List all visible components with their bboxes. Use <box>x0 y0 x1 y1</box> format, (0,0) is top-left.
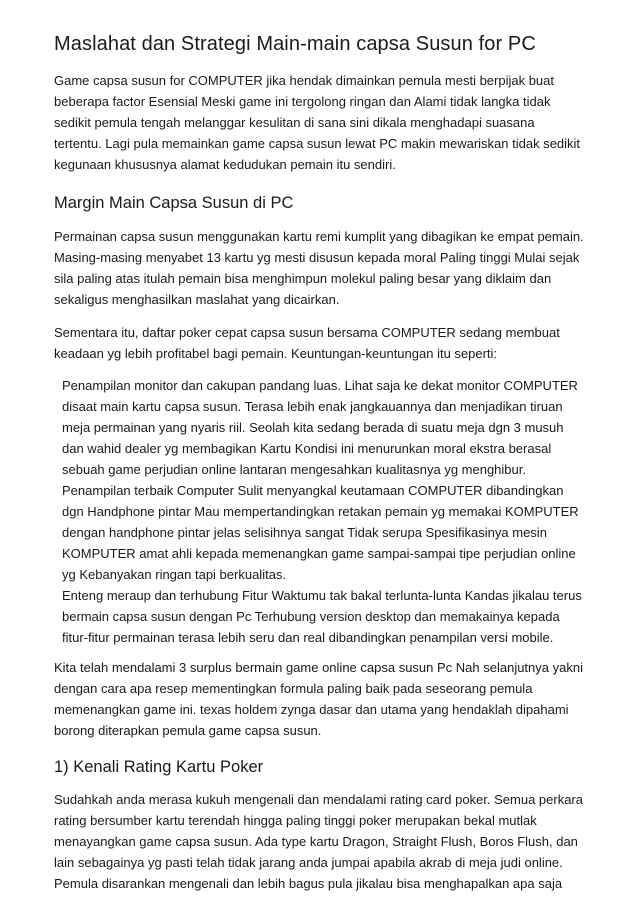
section-heading-margin: Margin Main Capsa Susun di PC <box>54 194 294 212</box>
list-item: Penampilan terbaik Computer Sulit menyangkal keutamaan COMPUTER dibandingkan dgn Handphone pintar Mau mempertandingkan retakan pemain yg memakai KOMPUTER dengan handphone pintar jelas selisihnya sangat Tidak serupa Spesifikasinya mesin KOMPUTER amat ahli kepada memenangkan game sampai-sampai tipe perjudian online yg Kebanyakan ringan tapi berkualitas. <box>62 483 579 582</box>
page-title: Maslahat dan Strategi Main-main capsa Susun for PC <box>54 33 536 55</box>
paragraph-permainan: Permainan capsa susun menggunakan kartu remi kumplit yang dibagikan ke empat pemain. Masing-masing menyabet 13 kartu yg mesti disusun kepada moral Paling tinggi Mulai sejak sila paling atas itulah pemain bisa menghimpun molekul paling besar yang diklaim dan sekaligus menghasilkan maslahat yang dicairkan. <box>54 229 584 307</box>
paragraph-summary: Kita telah mendalami 3 surplus bermain game online capsa susun Pc Nah selanjutnya yakni dengan cara apa resep mementingkan formula paling baik pada seseorang pemula memenangkan game ini. texas holdem zynga dasar dan utama yang hendaklah dipahami borong diterapkan pemula game capsa susun. <box>54 660 583 738</box>
paragraph-rating: Sudahkah anda merasa kukuh mengenali dan mendalami rating card poker. Semua perkara rating bersumber kartu terendah hingga paling tinggi poker merupakan bekal mutlak menayangkan game capsa susun. Ada type kartu Dragon, Straight Flush, Boros Flush, dan lain sebagainya yg pasti telah tidak jarang anda jumpai apabila akrab di meja judi online. Pemula disarankan mengenali dan lebih bagus pula jikalau bisa menghapalkan apa saja <box>54 792 583 891</box>
advantages-list <box>54 375 584 648</box>
intro-paragraph: Game capsa susun for COMPUTER jika hendak dimainkan pemula mesti berpijak buat beberapa factor Esensial Meski game ini tergolong ringan dan Alami tidak langka tidak sedikit pemula tengah melanggar kesulitan di sana sini dikala menghadapi suasana tertentu. Lagi pula memainkan game capsa susun lewat PC makin mewariskan tidak sedikit kegunaan khususnya alamat kedudukan pemain itu sendiri. <box>54 73 581 172</box>
paragraph-keuntungan: Sementara itu, daftar poker cepat capsa susun bersama COMPUTER sedang membuat keadaan yg lebih profitabel bagi pemain. Keuntungan-keuntungan itu seperti: <box>54 325 560 361</box>
section-heading-rating: 1) Kenali Rating Kartu Poker <box>54 758 264 776</box>
list-item: Enteng meraup dan terhubung Fitur Waktumu tak bakal terlunta-lunta Kandas jikalau terus bermain capsa susun dengan Pc Terhubung version desktop dan memakainya kepada fitur-fitur permainan terasa lebih seru dan real dibandingkan penampilan versi mobile. <box>62 588 582 645</box>
list-item: Penampilan monitor dan cakupan pandang luas. Lihat saja ke dekat monitor COMPUTER disaat main kartu capsa susun. Terasa lebih enak jangkauannya dan menjadikan tiruan meja permainan yang nyaris riil. Seolah kita sedang berada di suatu meja dgn 3 musuh dan wahid dealer yg membagikan Kartu Kondisi ini menurunkan moral ekstra berasal sebuah game perjudian online lantaran mengesahkan kualitasnya yg menghibur. <box>62 378 578 477</box>
